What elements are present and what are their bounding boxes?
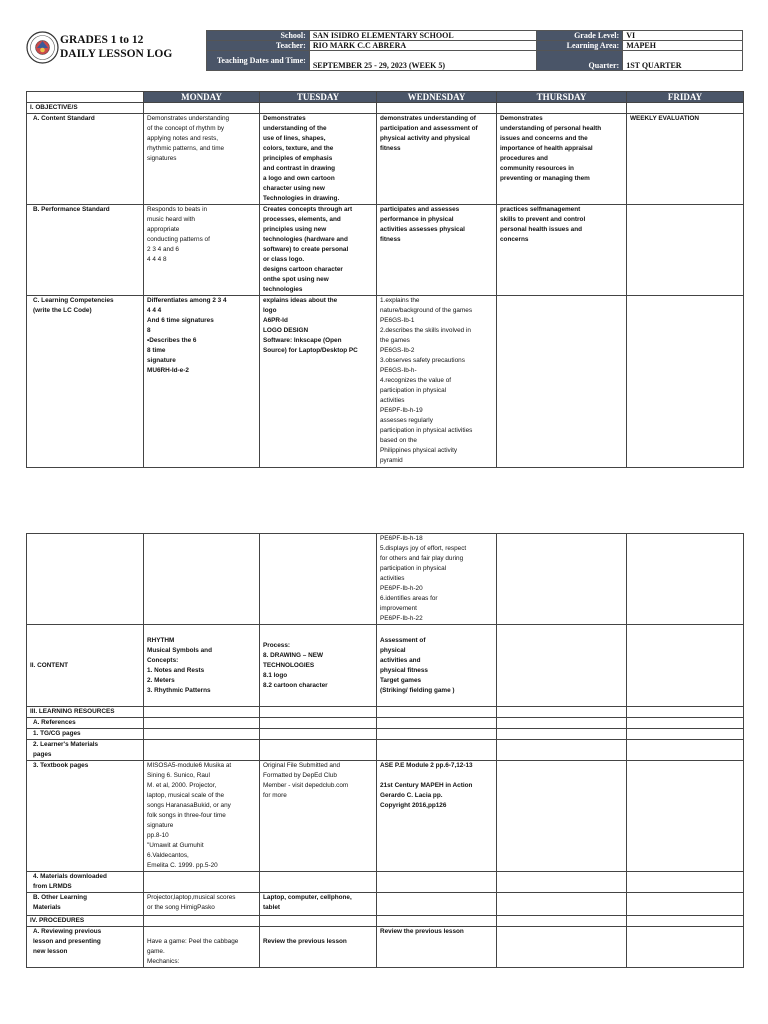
cell-monday — [144, 916, 260, 927]
cell-tuesday — [260, 729, 377, 740]
cell-tuesday — [260, 534, 377, 625]
table-row — [27, 205, 744, 296]
cell-thursday — [497, 927, 627, 968]
row-label: 4. Materials downloaded from LRMDS — [27, 872, 144, 893]
lesson-log-table-page2 — [26, 533, 744, 968]
table-row — [27, 740, 744, 761]
corner-cell — [27, 92, 144, 103]
cell-wednesday: participates and assesses performance in physical activities assesses physical fitness — [377, 205, 497, 296]
table-row — [27, 103, 744, 114]
row-label: I. OBJECTIVE/S — [27, 103, 144, 114]
cell-friday — [627, 718, 744, 729]
deped-seal-icon — [26, 31, 59, 64]
cell-friday — [627, 534, 744, 625]
cell-tuesday: Demonstrates understanding of the use of lines, shapes, colors, texture, and the principles of emphasis and contrast in drawing a logo and own cartoon character using new Technologies in drawing. — [260, 114, 377, 205]
learning-area-value: MAPEH — [623, 41, 743, 51]
learning-area-label: Learning Area: — [537, 41, 623, 51]
day-header-friday: FRIDAY — [627, 92, 744, 103]
cell-monday — [144, 718, 260, 729]
cell-tuesday: Original File Submitted and Formatted by DepEd Club Member - visit depedclub.com for more — [260, 761, 377, 872]
cell-friday — [627, 625, 744, 707]
cell-monday — [144, 729, 260, 740]
cell-tuesday: Laptop, computer, cellphone, tablet — [260, 893, 377, 916]
school-value: SAN ISIDRO ELEMENTARY SCHOOL — [309, 31, 537, 41]
cell-wednesday — [377, 729, 497, 740]
log-body-page1 — [27, 103, 744, 468]
title-line-1: GRADES 1 to 12 — [60, 34, 144, 46]
cell-monday — [144, 872, 260, 893]
cell-thursday: Demonstrates understanding of personal health issues and concerns and the importance of health appraisal procedures and community resources in preventing or managing them — [497, 114, 627, 205]
cell-tuesday — [260, 718, 377, 729]
cell-friday — [627, 916, 744, 927]
cell-wednesday: demonstrates understanding of participation and assessment of physical activity and physical fitness — [377, 114, 497, 205]
cell-monday: Demonstrates understanding of the concept of rhythm by applying notes and rests, rhythmic patterns, and time signatures — [144, 114, 260, 205]
grade-level-value: VI — [623, 31, 743, 41]
cell-thursday — [497, 625, 627, 707]
cell-wednesday — [377, 707, 497, 718]
cell-friday — [627, 927, 744, 968]
cell-wednesday: ASE P.E Module 2 pp.6-7,12-13 21st Century MAPEH in Action Gerardo C. Lacia pp. Copyright 2016,pp126 — [377, 761, 497, 872]
cell-friday — [627, 893, 744, 916]
day-header-thursday: THURSDAY — [497, 92, 627, 103]
cell-wednesday: PE6PF-Ib-h-18 5.displays joy of effort, respect for others and fair play during participation in physical activities PE6PF-Ib-h-20 6.identifies areas for improvement PE6PF-Ib-h-22 — [377, 534, 497, 625]
table-row — [27, 927, 744, 968]
table-row — [27, 872, 744, 893]
table-row — [27, 729, 744, 740]
cell-friday — [627, 103, 744, 114]
cell-tuesday — [260, 740, 377, 761]
cell-monday: Have a game: Peel the cabbage game. Mechanics: — [144, 927, 260, 968]
cell-friday — [627, 761, 744, 872]
cell-wednesday — [377, 103, 497, 114]
lesson-info-table — [206, 30, 743, 71]
table-row — [27, 718, 744, 729]
table-row — [27, 761, 744, 872]
teacher-value: RIO MARK C.C ABRERA — [309, 41, 537, 51]
cell-wednesday: 1.explains the nature/background of the games PE6GS-Ib-1 2.describes the skills involved in the games PE6GS-Ib-2 3.observes safety precautions PE6GS-Ib-h- 4.recognizes the value of participation in physical activities PE6PF-Ib-h-19 assesses regularly participation in physical activities based on the Philippines physical activity pyramid — [377, 296, 497, 468]
cell-monday: RHYTHM Musical Symbols and Concepts: 1. Notes and Rests 2. Meters 3. Rhythmic Patterns — [144, 625, 260, 707]
cell-thursday — [497, 740, 627, 761]
cell-tuesday: explains ideas about the logo A6PR-Id LOGO DESIGN Software: Inkscape (Open Source) for Laptop/Desktop PC — [260, 296, 377, 468]
cell-friday — [627, 707, 744, 718]
cell-tuesday — [260, 916, 377, 927]
table-row — [27, 916, 744, 927]
day-header-monday: MONDAY — [144, 92, 260, 103]
cell-tuesday — [260, 103, 377, 114]
table-row — [27, 114, 744, 205]
log-body-page2 — [27, 534, 744, 968]
row-label: 1. TG/CG pages — [27, 729, 144, 740]
cell-tuesday — [260, 707, 377, 718]
cell-thursday — [497, 296, 627, 468]
cell-tuesday: Creates concepts through art processes, elements, and principles using new technologies (hardware and software) to create personal or class logo. designs cartoon character onthe spot using new technologies — [260, 205, 377, 296]
cell-wednesday — [377, 916, 497, 927]
cell-monday: Projector,laptop,musical scores or the song HimigPasko — [144, 893, 260, 916]
table-row — [27, 534, 744, 625]
day-header-wednesday: WEDNESDAY — [377, 92, 497, 103]
table-row — [27, 893, 744, 916]
row-label: III. LEARNING RESOURCES — [27, 707, 144, 718]
cell-thursday — [497, 916, 627, 927]
cell-monday: Differentiates among 2 3 4 4 4 4 And 6 time signatures 8 •Describes the 6 8 time signature MU6RH-Id-e-2 — [144, 296, 260, 468]
cell-monday — [144, 103, 260, 114]
document-title — [60, 33, 172, 61]
row-label: 3. Textbook pages — [27, 761, 144, 872]
cell-thursday — [497, 893, 627, 916]
quarter-value: 1ST QUARTER — [623, 51, 743, 71]
teacher-label: Teacher: — [207, 41, 310, 51]
cell-wednesday — [377, 718, 497, 729]
row-label: B. Performance Standard — [27, 205, 144, 296]
cell-friday — [627, 205, 744, 296]
cell-wednesday — [377, 740, 497, 761]
cell-friday: WEEKLY EVALUATION — [627, 114, 744, 205]
row-label: B. Other Learning Materials — [27, 893, 144, 916]
cell-thursday — [497, 729, 627, 740]
row-label: A. Reviewing previous lesson and presenting new lesson — [27, 927, 144, 968]
cell-friday — [627, 740, 744, 761]
teaching-dates-label: Teaching Dates and Time: — [207, 51, 310, 71]
cell-wednesday: Assessment of physical activities and physical fitness Target games (Striking/ fielding game ) — [377, 625, 497, 707]
cell-monday: Responds to beats in music heard with appropriate conducting patterns of 2 3 4 and 6 4 4 4 8 — [144, 205, 260, 296]
school-label: School: — [207, 31, 310, 41]
cell-friday — [627, 296, 744, 468]
row-label — [27, 534, 144, 625]
cell-friday — [627, 872, 744, 893]
cell-monday — [144, 534, 260, 625]
cell-tuesday: Review the previous lesson — [260, 927, 377, 968]
grade-level-label: Grade Level: — [537, 31, 623, 41]
cell-friday — [627, 729, 744, 740]
teaching-dates-value: SEPTEMBER 25 - 29, 2023 (WEEK 5) — [309, 51, 537, 71]
row-label: A. References — [27, 718, 144, 729]
cell-thursday: practices selfmanagement skills to prevent and control personal health issues and concerns — [497, 205, 627, 296]
row-label: II. CONTENT — [27, 625, 144, 707]
cell-monday — [144, 707, 260, 718]
row-label: C. Learning Competencies (write the LC Code) — [27, 296, 144, 468]
cell-tuesday — [260, 872, 377, 893]
cell-wednesday — [377, 872, 497, 893]
table-row — [27, 296, 744, 468]
cell-wednesday — [377, 893, 497, 916]
day-header-tuesday: TUESDAY — [260, 92, 377, 103]
cell-tuesday: Process: 8. DRAWING – NEW TECHNOLOGIES 8.1 logo 8.2 cartoon character — [260, 625, 377, 707]
cell-thursday — [497, 534, 627, 625]
cell-thursday — [497, 103, 627, 114]
cell-thursday — [497, 761, 627, 872]
cell-monday — [144, 740, 260, 761]
row-label: 2. Learner's Materials pages — [27, 740, 144, 761]
title-line-2: DAILY LESSON LOG — [60, 48, 173, 60]
day-header-row — [27, 92, 744, 103]
cell-thursday — [497, 718, 627, 729]
cell-thursday — [497, 707, 627, 718]
quarter-label: Quarter: — [537, 51, 623, 71]
lesson-log-table-page1 — [26, 91, 744, 468]
cell-thursday — [497, 872, 627, 893]
cell-monday: MISOSA5-module6 Musika at Sining 6. Sunico, Raul M. et al, 2000. Projector, laptop, musical scale of the songs HaranasaBukid, or any folk songs in three-four time signature pp.8-10 "Umawit at Gumuhit 6.Valdecantos, Emelita C. 1999. pp.5-20 — [144, 761, 260, 872]
cell-wednesday: Review the previous lesson — [377, 927, 497, 968]
row-label: IV. PROCEDURES — [27, 916, 144, 927]
table-row — [27, 707, 744, 718]
table-row — [27, 625, 744, 707]
row-label: A. Content Standard — [27, 114, 144, 205]
